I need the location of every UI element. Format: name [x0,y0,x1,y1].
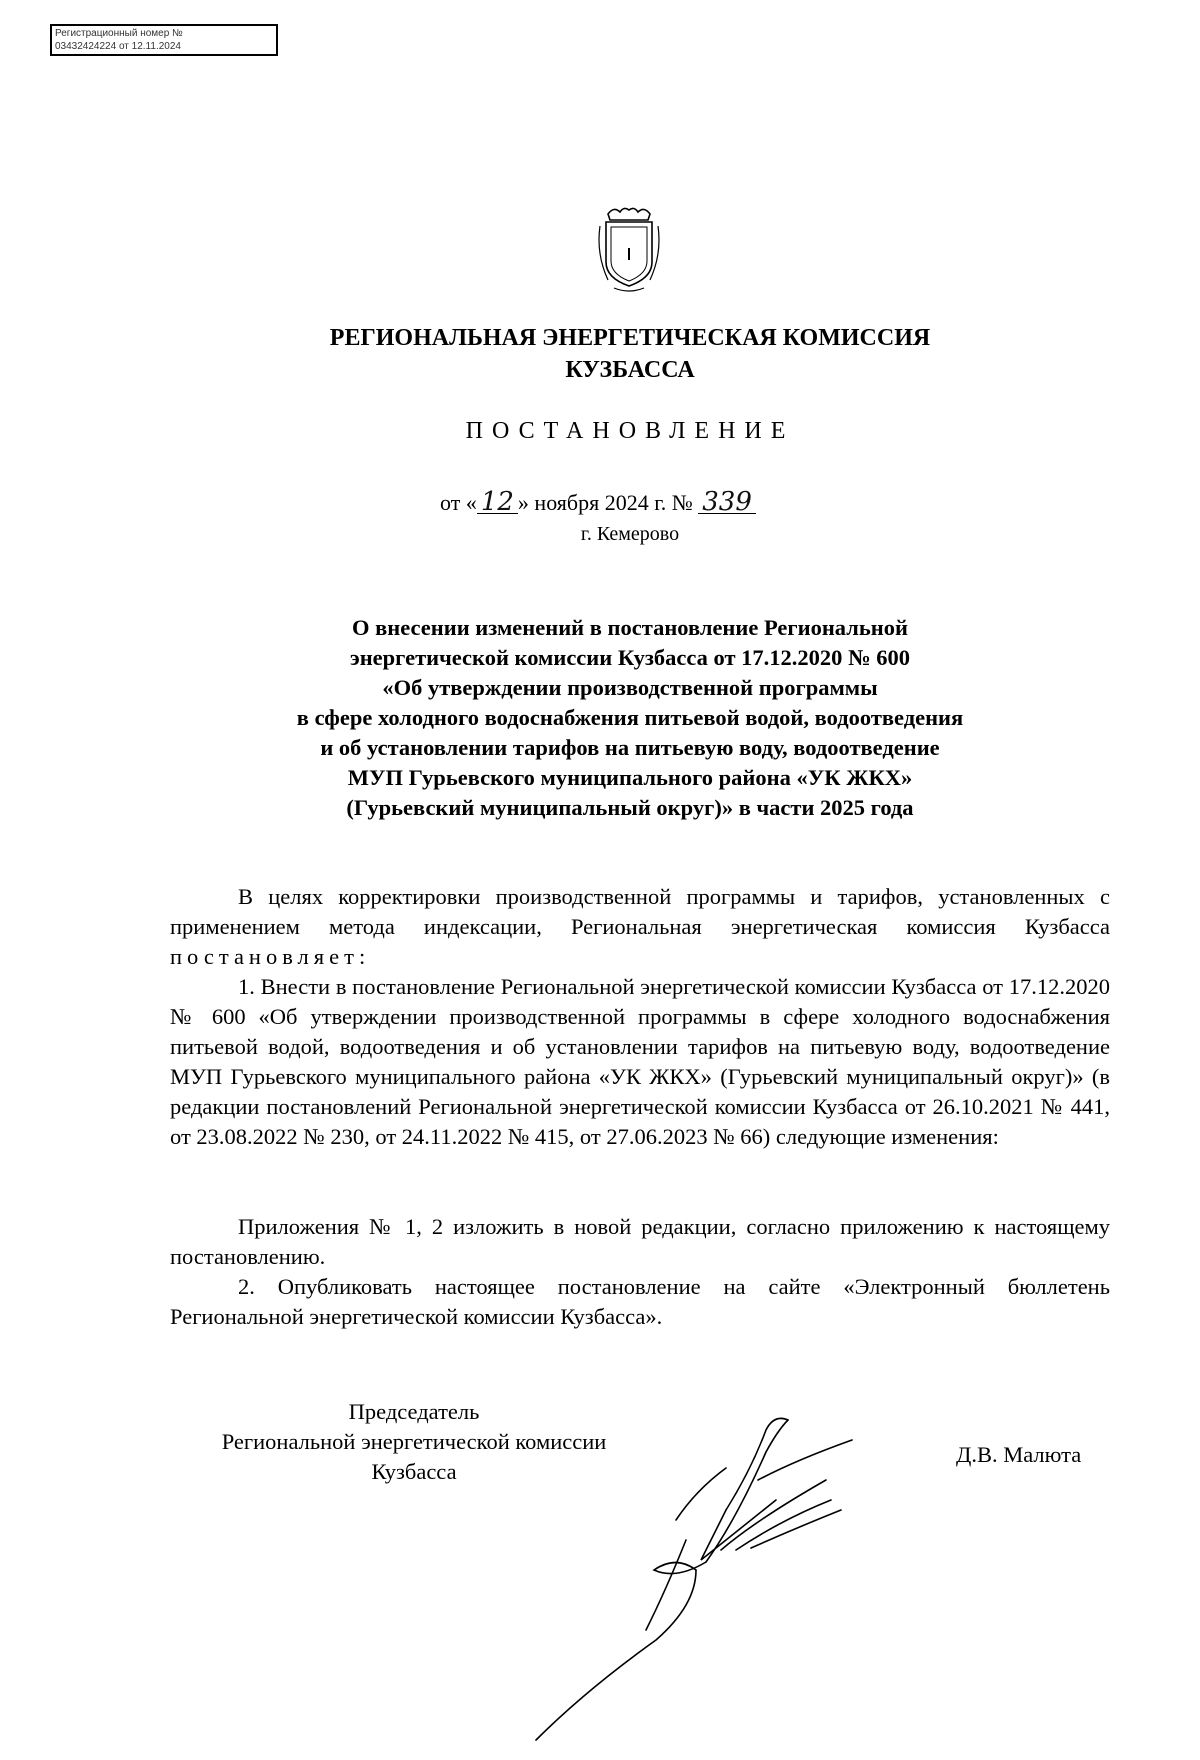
subject-line: в сфере холодного водоснабжения питьевой водой, водоотведения [296,705,964,730]
registration-stamp [50,24,278,56]
item-2-paragraph: 2. Опубликовать настоящее постановление на сайте «Электронный бюллетень Региональной энергетической комиссии Кузбасса». [170,1274,1110,1329]
subject-line: О внесении изменений в постановление Региональной [352,615,908,640]
registration-number: 03432424224 от 12.11.2024 [55,41,181,52]
date-month-year: » ноября 2024 г. № [517,490,693,515]
item-1-paragraph: 1. Внести в постановление Региональной энергетической комиссии Кузбасса от 17.12.2020 № 600 «Об утверждении производственной программы в сфере холодного водоснабжения питьевой водой, водоотведения и об установлении тарифов на питьевую воду, водоотведение МУП Гурьевского муниципального района «УК ЖКХ» (Гурьевский муниципальный округ)» (в редакции постановлений Региональной энергетической комиссии Кузбасса от 26.10.2021 № 441, от 23.08.2022 № 230, от 24.11.2022 № 415, от 27.06.2023 № 66) следующие изменения: [170,974,1110,1149]
preamble-paragraph [170,882,1110,972]
subject-line: (Гурьевский муниципальный округ)» в части 2025 года [346,795,914,820]
handwritten-signature-icon [526,1390,896,1760]
document-number: 339 [698,491,756,514]
subject-line: и об установлении тарифов на питьевую воду, водоотведение [320,735,940,760]
document-city: г. Кемерово [580,523,680,545]
coat-of-arms-icon [594,204,664,294]
signatory-title: Председатель [348,1399,480,1424]
organization-name: РЕГИОНАЛЬНАЯ ЭНЕРГЕТИЧЕСКАЯ КОМИССИЯ [329,325,931,351]
item-1-amendment: Приложения № 1, 2 изложить в новой редакции, согласно приложению к настоящему постановлению. [170,1214,1110,1269]
resolves-word: постановляет: [170,944,371,969]
date-prefix: от « [440,490,477,515]
organization-region: КУЗБАССА [565,357,695,383]
document-type: ПОСТАНОВЛЕНИЕ [465,418,795,444]
subject-line: МУП Гурьевского муниципального района «УК ЖКХ» [347,765,913,790]
signatory-name: Д.В. Малюта [956,1442,1082,1467]
document-date-line [440,487,756,517]
date-day: 12 [477,491,518,514]
subject-line: «Об утверждении производственной программы [382,675,878,700]
subject-line: энергетической комиссии Кузбасса от 17.12.2020 № 600 [349,645,911,670]
signatory-region: Кузбасса [371,1459,457,1484]
signatory-organization: Региональной энергетической комиссии [221,1429,607,1454]
preamble-text: В целях корректировки производственной программы и тарифов, установленных с применением метода индексации, Региональная энергетическая комиссия Кузбасса [170,884,1110,939]
registration-label: Регистрационный номер № [55,28,183,39]
